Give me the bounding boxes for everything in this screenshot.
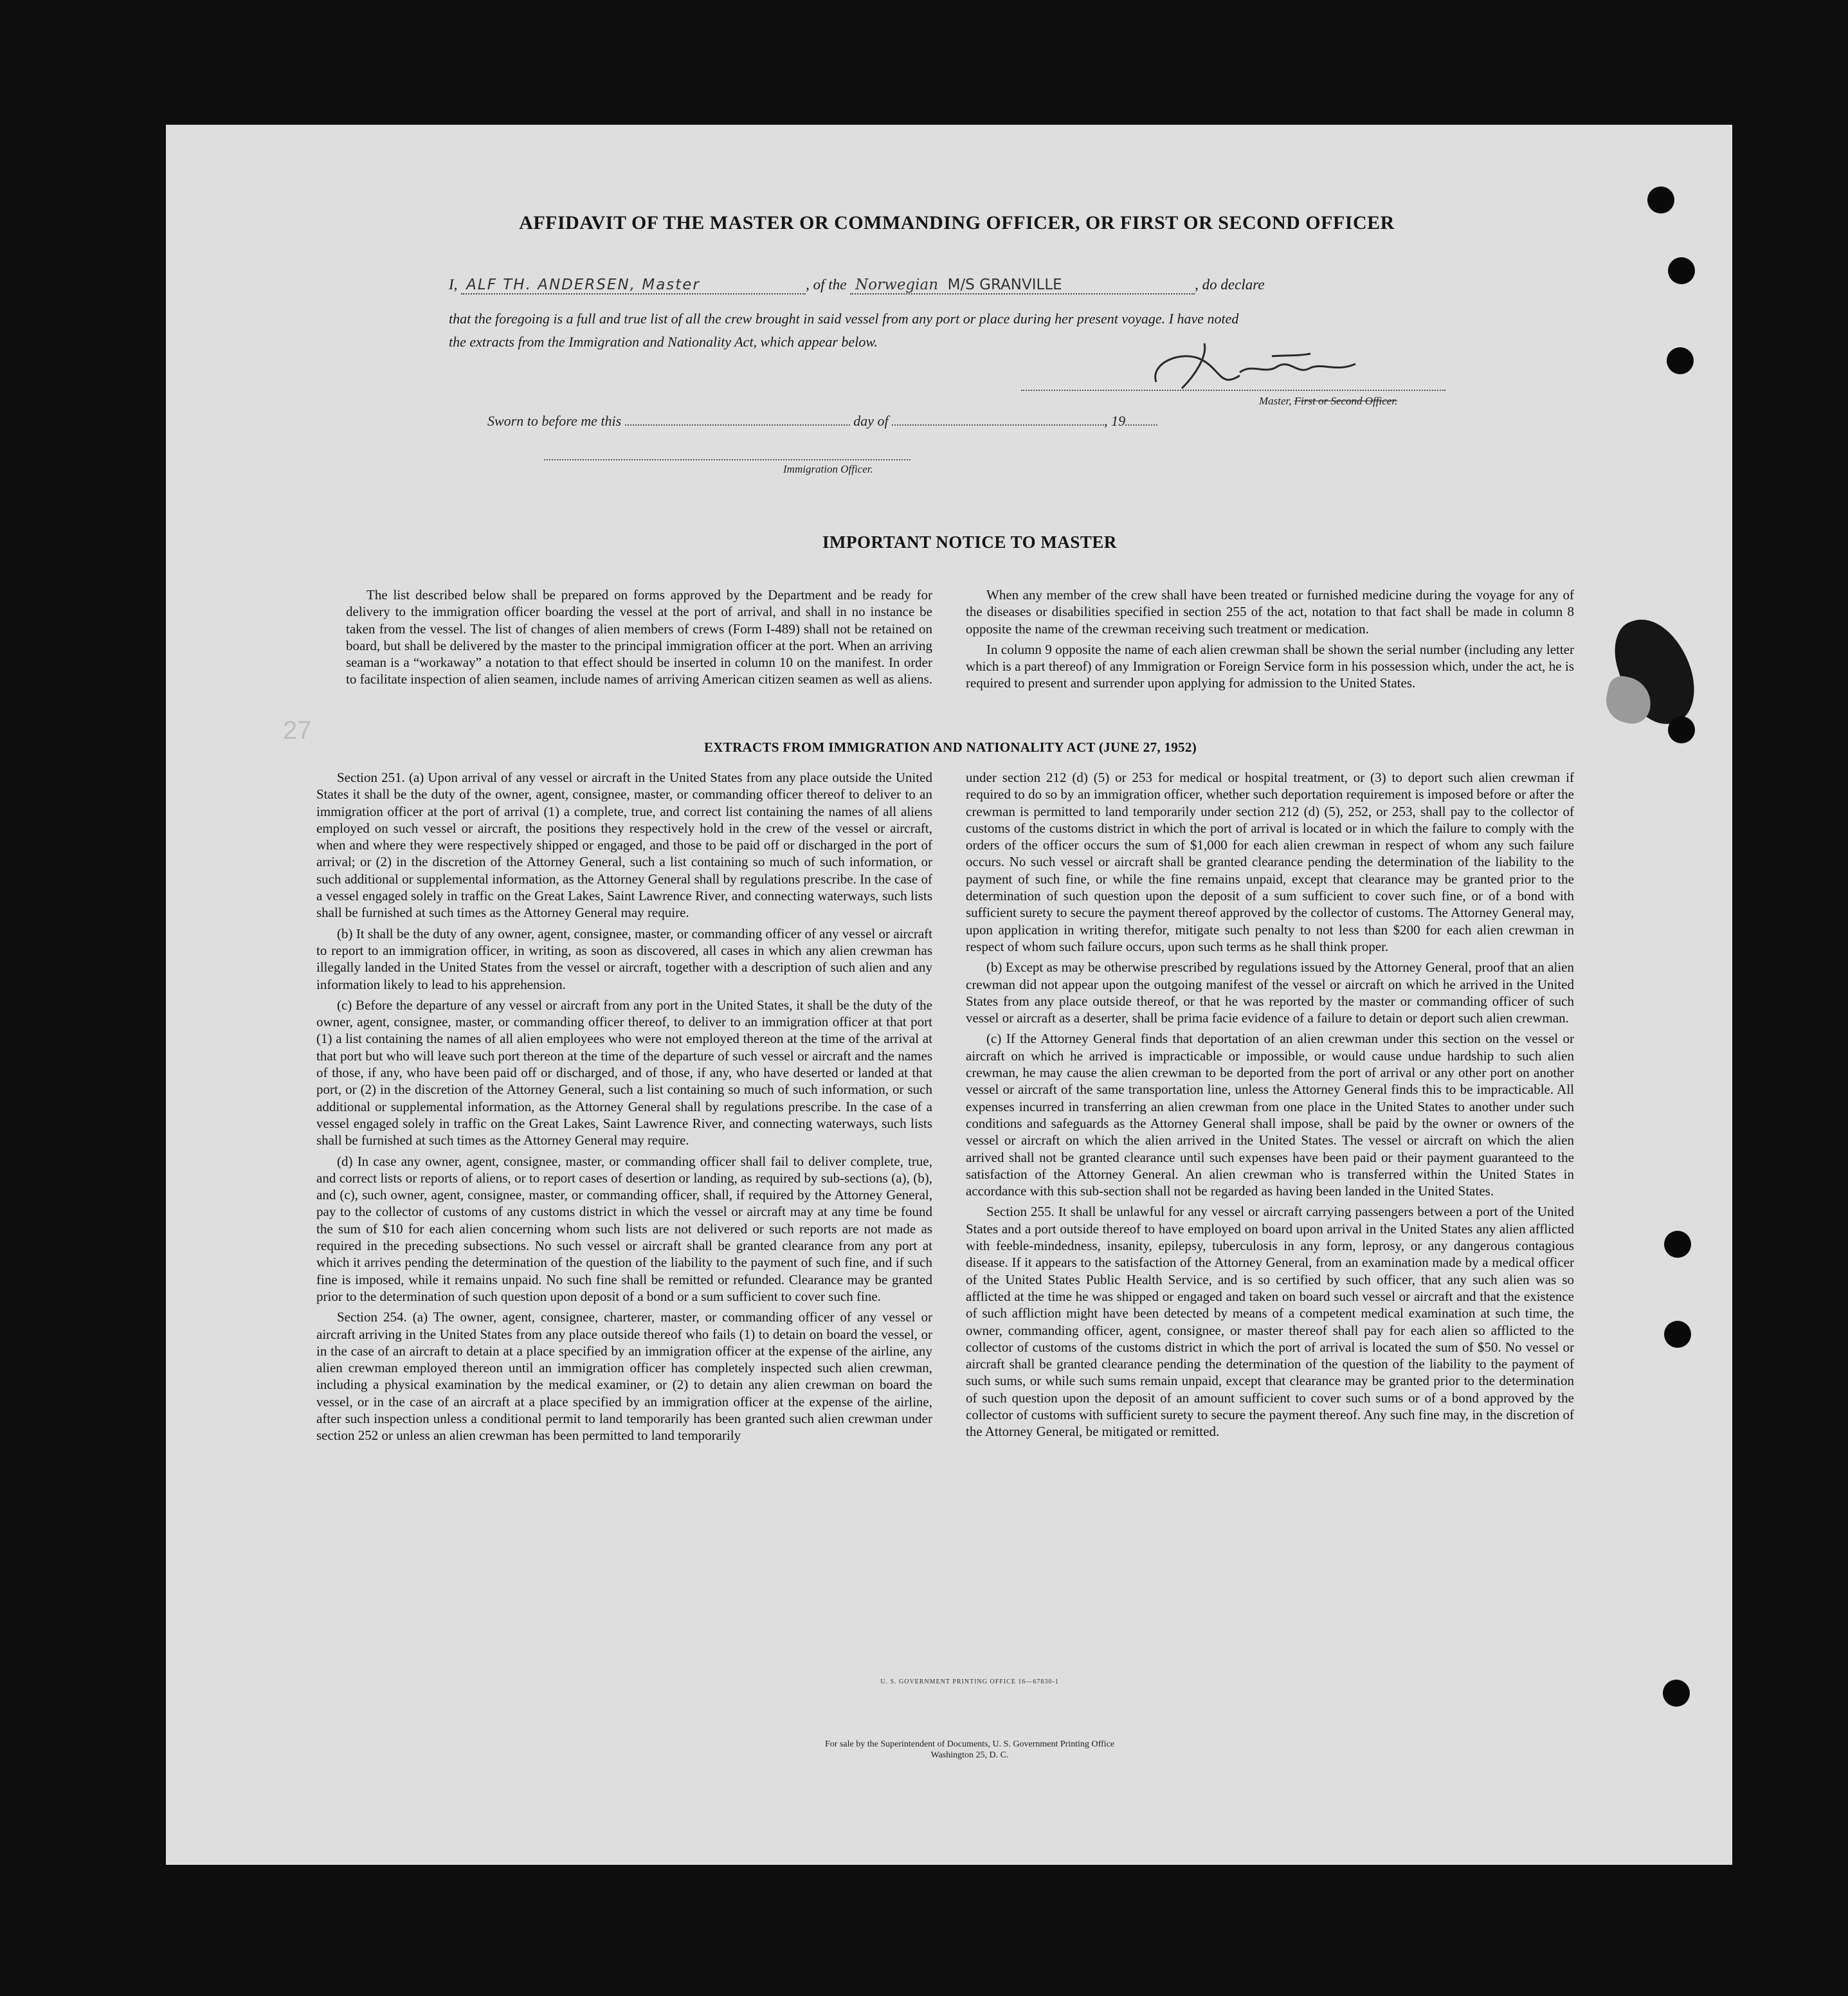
statute-paragraph: Section 254. (a) The owner, agent, consignee, charterer, master, or commanding officer of any vessel or aircraft arriving in the United States from any place outside thereof who fails (1) to detain on board the vessel, or in the case of an aircraft to detain at a place specified by an immigration officer at the expense of the airline, any alien crewman employed thereon until an immigration officer has completely inspected such alien crewman, including a physical examination by the medical examiner, or (2) to detain any alien crewman on board the vessel, or in the case of an aircraft at a place specified by an immigration officer at the expense of the airline, after such inspection unless a conditional permit to land temporarily has been granted such alien crewman under section 252 or unless an alien crewman has been permitted to land temporarily: [316, 1309, 932, 1444]
year-blank: [1125, 413, 1157, 426]
statute-paragraph: (c) Before the departure of any vessel or aircraft from any port in the United States, it shall be the duty of the owner, agent, consignee, master, or commanding officer thereof, to deliver to an immigration officer at that port (1) a list containing the names of all alien employees who were not employed thereon at the time of the arrival at that port but who will leave such port thereon at the time of the departure of such vessel or aircraft and the names of those, if any, who have been paid off or discharged, and of those, if any, who have deserted or landed at that port, or (2) in the discretion of the Attorney General, such a list containing so much of such information, or such additional or supplemental information, as the Attorney General shall by regulations prescribe. In the case of a vessel engaged solely in traffic on the Great Lakes, Saint Lawrence River, and connecting waterways, such lists shall be furnished at such times as the Attorney General may require.: [316, 997, 932, 1148]
statute-paragraph: (b) Except as may be otherwise prescribed by regulations issued by the Attorney General, proof that an alien crewman did not appear upon the outgoing manifest of the vessel or aircraft on which he arrived in the United States from any place outside thereof, or that he was reported by the master or commanding officer of such vessel or aircraft as a deserter, shall be prima facie evidence of a failure to detain or deport such alien crewman.: [966, 959, 1574, 1026]
punch-hole-icon: [1664, 1321, 1691, 1348]
nationality-value: Norwegian: [855, 277, 939, 293]
statute-paragraph: (b) It shall be the duty of any owner, agent, consignee, master, or commanding officer of any vessel or aircraft to report to an immigration officer, in writing, as soon as discovered, all cases in which any alien crewman has illegally landed in the United States from the vessel or aircraft, together with a description of such alien and any information likely to lead to his apprehension.: [316, 925, 932, 992]
sworn-line: [487, 413, 1157, 430]
immigration-officer-label: Immigration Officer.: [783, 463, 873, 475]
statute-paragraph: Section 251. (a) Upon arrival of any vessel or aircraft in the United States from any place outside the United States it shall be the duty of the owner, agent, consignee, master, or commanding officer thereof to deliver to an immigration officer at the port of arrival (1) a complete, true, and correct list containing the names of all aliens employed on such vessel or aircraft, the positions they respectively hold in the crew of the vessel or aircraft, when and where they were respectively shipped or engaged, and those to be paid off or discharged in the port of arrival; or (2) in the discretion of the Attorney General, such a list containing so much of such information, or such additional or supplemental information, as the Attorney General shall by regulations prescribe. In the case of a vessel engaged solely in traffic on the Great Lakes, Saint Lawrence River, and connecting waterways, such lists shall be furnished at such times as the Attorney General may require.: [316, 770, 932, 921]
notice-paragraph: When any member of the crew shall have been treated or furnished medicine during the voyage for any of the diseases or disabilities specified in section 255 of the act, notation to that fact shall be made in column 8 opposite the name of the crewman receiving such treatment or medication.: [966, 587, 1574, 637]
for-sale-line1: For sale by the Superintendent of Documents, U. S. Government Printing Office: [825, 1739, 1114, 1749]
for-sale-notice: [680, 1739, 1259, 1761]
notice-left-column: [346, 586, 932, 692]
declaration-line: [449, 277, 1651, 295]
margin-number: 27: [283, 716, 312, 745]
punch-hole-icon: [1664, 1231, 1691, 1258]
statute-paragraph: Section 255. It shall be unlawful for any vessel or aircraft carrying passengers between a port of the United States and a port outside thereof to have employed on board upon arrival in the United States any alien afflicted with feeble-mindedness, insanity, epilepsy, tuberculosis in any form, leprosy, or any dangerous contagious disease. If it appears to the satisfaction of the Attorney General, from an examination made by a medical officer of the United States Public Health Service, and is so certified by such officer, that any such alien was so afflicted at the time he was shipped or engaged and taken on board such vessel or aircraft and that the existence of such affliction might have been detected by means of a competent medical examination at such time, the owner, commanding officer, agent, consignee, or master thereof shall pay for each alien so afflicted to the collector of customs of the customs district in which the port of arrival is located the sum of $50. No vessel or aircraft shall be granted clearance pending the determination of the question of the liability to the payment of such sums, or while such sums remain unpaid, except that clearance may be granted prior to the determination of such question upon the deposit of an amount sufficient to cover such sums or of a bond approved by the collector of customs with sufficient surety to secure the payment thereof. Any such fine may, in the discretion of the Attorney General, be mitigated or remitted.: [966, 1204, 1574, 1440]
immigration-officer-line: [544, 459, 910, 460]
month-blank: [892, 413, 1104, 426]
vessel-field: [850, 277, 1195, 295]
notice-paragraph: The list described below shall be prepared on forms approved by the Department and be ready for delivery to the immigration officer boarding the vessel at the port of arrival, and shall in no instance be taken from the vessel. The list of changes of alien members of crews (Form I-489) shall not be retained on board, but shall be delivered by the master to the principal immigration officer at the port. When an arriving seaman is a “workaway” a notation to that effect should be inserted in column 10 on the manifest. In order to facilitate inspection of alien seamen, include names of arriving American citizen seamen as well as aliens.: [346, 587, 932, 687]
for-sale-line2: Washington 25, D. C.: [930, 1750, 1009, 1760]
day-of-label: day of: [853, 413, 889, 429]
affidavit-title: AFFIDAVIT OF THE MASTER OR COMMANDING OFFICER, OR FIRST OR SECOND OFFICER: [519, 212, 1395, 233]
struck-officer-label: First or Second Officer.: [1294, 395, 1398, 407]
signature-label: [1259, 395, 1397, 408]
statute-paragraph: (d) In case any owner, agent, consignee, master, or commanding officer shall fail to deliver complete, true, and correct lists or reports of aliens, or to report cases of desertion or landing, as required by sub-sections (a), (b), and (c), such owner, agent, consignee, master, or commanding officer, shall, if required by the Attorney General, pay to the collector of customs of any customs district in which the vessel or aircraft may at any time be found the sum of $10 for each alien concerning whom such lists are not delivered or such reports are not made as required in the preceding subsections. No such vessel or aircraft shall be granted clearance from any port at which it arrives pending the determination of the question of the liability to the payment of such fine, and if such fine is imposed, while it remains unpaid. No such fine shall be remitted or refunded. Clearance may be granted prior to the determination of such question upon deposit of a bond or a sum sufficient to cover such fine.: [316, 1153, 932, 1304]
punch-hole-icon: [1647, 186, 1674, 213]
master-name-field: ALF TH. ANDERSEN, Master: [461, 277, 806, 295]
punch-hole-icon: [1663, 1680, 1690, 1707]
signature-line: [1021, 390, 1445, 391]
printer-imprint: U. S. GOVERNMENT PRINTING OFFICE 16—67830-1: [880, 1678, 1059, 1685]
notice-paragraph: In column 9 opposite the name of each alien crewman shall be shown the serial number (including any letter which is a part thereof) of any Immigration or Foreign Service form in his possession which, under the act, he is required to present and surrender upon applying for admission to the United States.: [966, 641, 1574, 691]
declaration-text: [449, 307, 1638, 354]
declaration-text-line1: that the foregoing is a full and true list of all the crew brought in said vessel from any port or place during her present voyage. I have noted: [449, 311, 1239, 327]
extracts-left-column: [316, 769, 932, 1448]
year-label: , 19: [1104, 413, 1126, 429]
sworn-label: Sworn to before me this: [487, 413, 622, 429]
notice-title: IMPORTANT NOTICE TO MASTER: [822, 532, 1117, 552]
punch-hole-icon: [1668, 257, 1695, 284]
extracts-title: EXTRACTS FROM IMMIGRATION AND NATIONALITY ACT (JUNE 27, 1952): [704, 739, 1197, 755]
statute-paragraph: (c) If the Attorney General finds that deportation of an alien crewman under this section on the vessel or aircraft on which he arrived is impracticable or impossible, or would cause undue hardship to such alien crewman, he may cause the alien crewman to be deported from the port of arrival or any other port on another vessel or aircraft of the same transportation line, unless the Attorney General finds this to be impracticable. All expenses incurred in transferring an alien crewman from one place in the United States to another under such conditions and safeguards as the Attorney General shall impose, shall be paid by the owner or owners of the vessel or aircraft on which the alien arrived in the United States. The vessel or aircraft on which the alien arrived shall not be granted clearance until such expenses have been paid or their payment guaranteed to the satisfaction of the Attorney General. An alien crewman who is transferred within the United States in accordance with this sub-section shall not be regarded as having been landed in the United States.: [966, 1031, 1574, 1199]
form-page: [166, 125, 1732, 1865]
master-label: Master,: [1259, 395, 1292, 407]
sworn-date-blank: [625, 413, 850, 426]
declaration-text-line2: the extracts from the Immigration and Nationality Act, which appear below.: [449, 334, 878, 350]
master-signature: [1143, 337, 1388, 395]
vessel-value: M/S GRANVILLE: [947, 277, 1062, 293]
notice-right-column: [966, 586, 1574, 696]
punch-hole-icon: [1668, 716, 1695, 743]
statute-paragraph: under section 212 (d) (5) or 253 for medical or hospital treatment, or (3) to deport such alien crewman if required to do so by an immigration officer, whether such deportation requirement is imposed before or after the crewman is permitted to land temporarily under section 212 (d) (5), 252, or 253, shall pay to the collector of customs of the customs district in which the port of arrival is located or in which the failure to comply with the orders of the officer occurs the sum of $1,000 for each alien crewman in respect of whom any such failure occurs. No such vessel or aircraft shall be granted clearance pending the determination of the liability to the payment of such fine, or while the fine remains unpaid, except that clearance may be granted prior to the determination of such question upon the deposit of a sum sufficient to cover such fine, or of a bond with sufficient surety to secure the payment thereof approved by the collector of customs. The Attorney General may, upon application in writing therefor, mitigate such penalty to not less than $200 for each alien crewman in respect of whom such failure occurs, upon such terms as he shall think proper.: [966, 770, 1574, 954]
extracts-right-column: [966, 769, 1574, 1444]
of-the-label: , of the: [806, 277, 847, 293]
punch-hole-icon: [1667, 347, 1694, 374]
do-declare-label: , do declare: [1195, 277, 1265, 293]
i-prefix: I,: [449, 277, 458, 293]
